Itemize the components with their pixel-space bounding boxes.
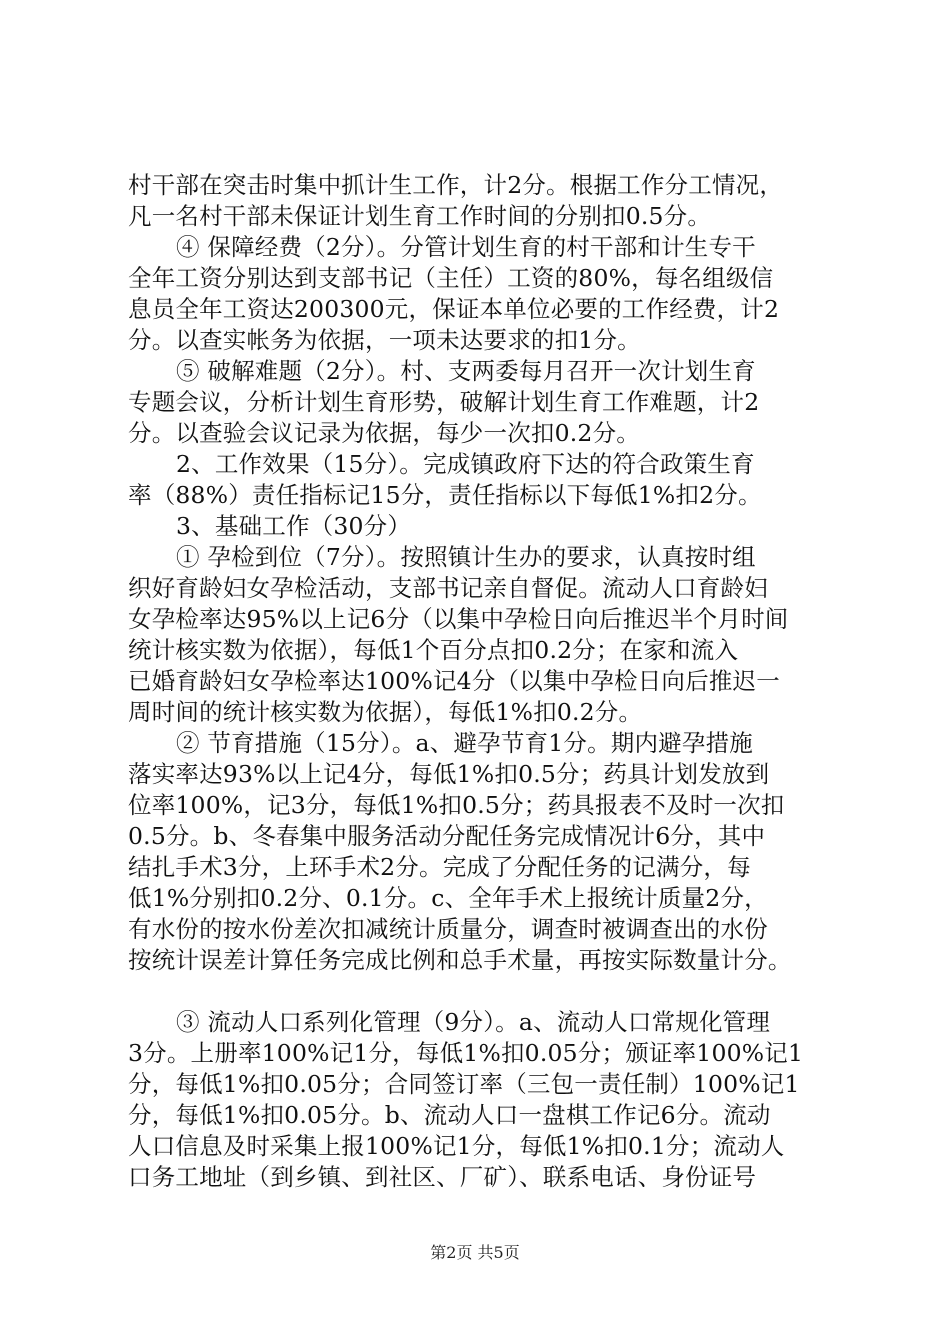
text-line: 专题会议，分析计划生育形势，破解计划生育工作难题，计2 [128,388,760,416]
text-line: 分。以查验会议记录为依据，每少一次扣0.2分。 [128,419,640,447]
text-line: 低1%分别扣0.2分、0.1分。c、全年手术上报统计质量2分， [128,884,768,912]
text-line: 3、基础工作（30分） [176,512,412,540]
text-line: 周时间的统计核实数为依据），每低1%扣0.2分。 [128,698,643,726]
text-line: ② 节育措施（15分）。a、避孕节育1分。期内避孕措施 [176,729,753,757]
text-line: 0.5分。b、冬春集中服务活动分配任务完成情况计6分，其中 [128,822,766,850]
text-line: 统计核实数为依据），每低1个百分点扣0.2分；在家和流入 [128,636,739,664]
text-line: 3分。上册率100%记1分，每低1%扣0.05分；颁证率100%记1 [128,1039,804,1067]
text-line: 按统计误差计算任务完成比例和总手术量，再按实际数量计分。 [128,946,792,974]
page-footer: 第2页 共5页 [430,1243,520,1262]
text-line: ⑤ 破解难题（2分）。村、支两委每月召开一次计划生育 [176,357,756,385]
text-line: 分，每低1%扣0.05分。b、流动人口一盘棋工作记6分。流动 [128,1101,771,1129]
text-line: ③ 流动人口系列化管理（9分）。a、流动人口常规化管理 [176,1008,771,1036]
text-line: 人口信息及时采集上报100%记1分，每低1%扣0.1分；流动人 [128,1132,785,1160]
paragraph-gap [128,976,848,1007]
text-line: 分。以查实帐务为依据，一项未达要求的扣1分。 [128,326,641,354]
text-line: 有水份的按水份差次扣减统计质量分，调查时被调查出的水份 [128,915,768,943]
text-line: 织好育龄妇女孕检活动，支部书记亲自督促。流动人口育龄妇 [128,574,768,602]
text-line: 凡一名村干部未保证计划生育工作时间的分别扣0.5分。 [128,202,712,230]
text-line: 结扎手术3分，上环手术2分。完成了分配任务的记满分，每 [128,853,751,881]
text-line: 分，每低1%扣0.05分；合同签订率（三包一责任制）100%记1 [128,1070,800,1098]
text-line: 女孕检率达95%以上记6分（以集中孕检日向后推迟半个月时间 [128,605,789,633]
text-line: 全年工资分别达到支部书记（主任）工资的80%，每名组级信 [128,264,774,292]
text-line: 率（88%）责任指标记15分，责任指标以下每低1%扣2分。 [128,481,762,509]
text-line: 息员全年工资达200300元，保证本单位必要的工作经费，计2 [128,295,780,323]
text-line: ④ 保障经费（2分）。分管计划生育的村干部和计生专干 [176,233,756,261]
body-text [128,170,848,1193]
text-line: 位率100%，记3分，每低1%扣0.5分；药具报表不及时一次扣 [128,791,785,819]
text-line: 落实率达93%以上记4分，每低1%扣0.5分；药具计划发放到 [128,760,770,788]
text-line: 村干部在突击时集中抓计生工作，计2分。根据工作分工情况， [128,171,784,199]
text-line: ① 孕检到位（7分）。按照镇计生办的要求，认真按时组 [176,543,756,571]
text-line: 口务工地址（到乡镇、到社区、厂矿）、联系电话、身份证号 [128,1163,757,1191]
text-line: 2、工作效果（15分）。完成镇政府下达的符合政策生育 [176,450,755,478]
text-line: 已婚育龄妇女孕检率达100%记4分（以集中孕检日向后推迟一 [128,667,780,695]
